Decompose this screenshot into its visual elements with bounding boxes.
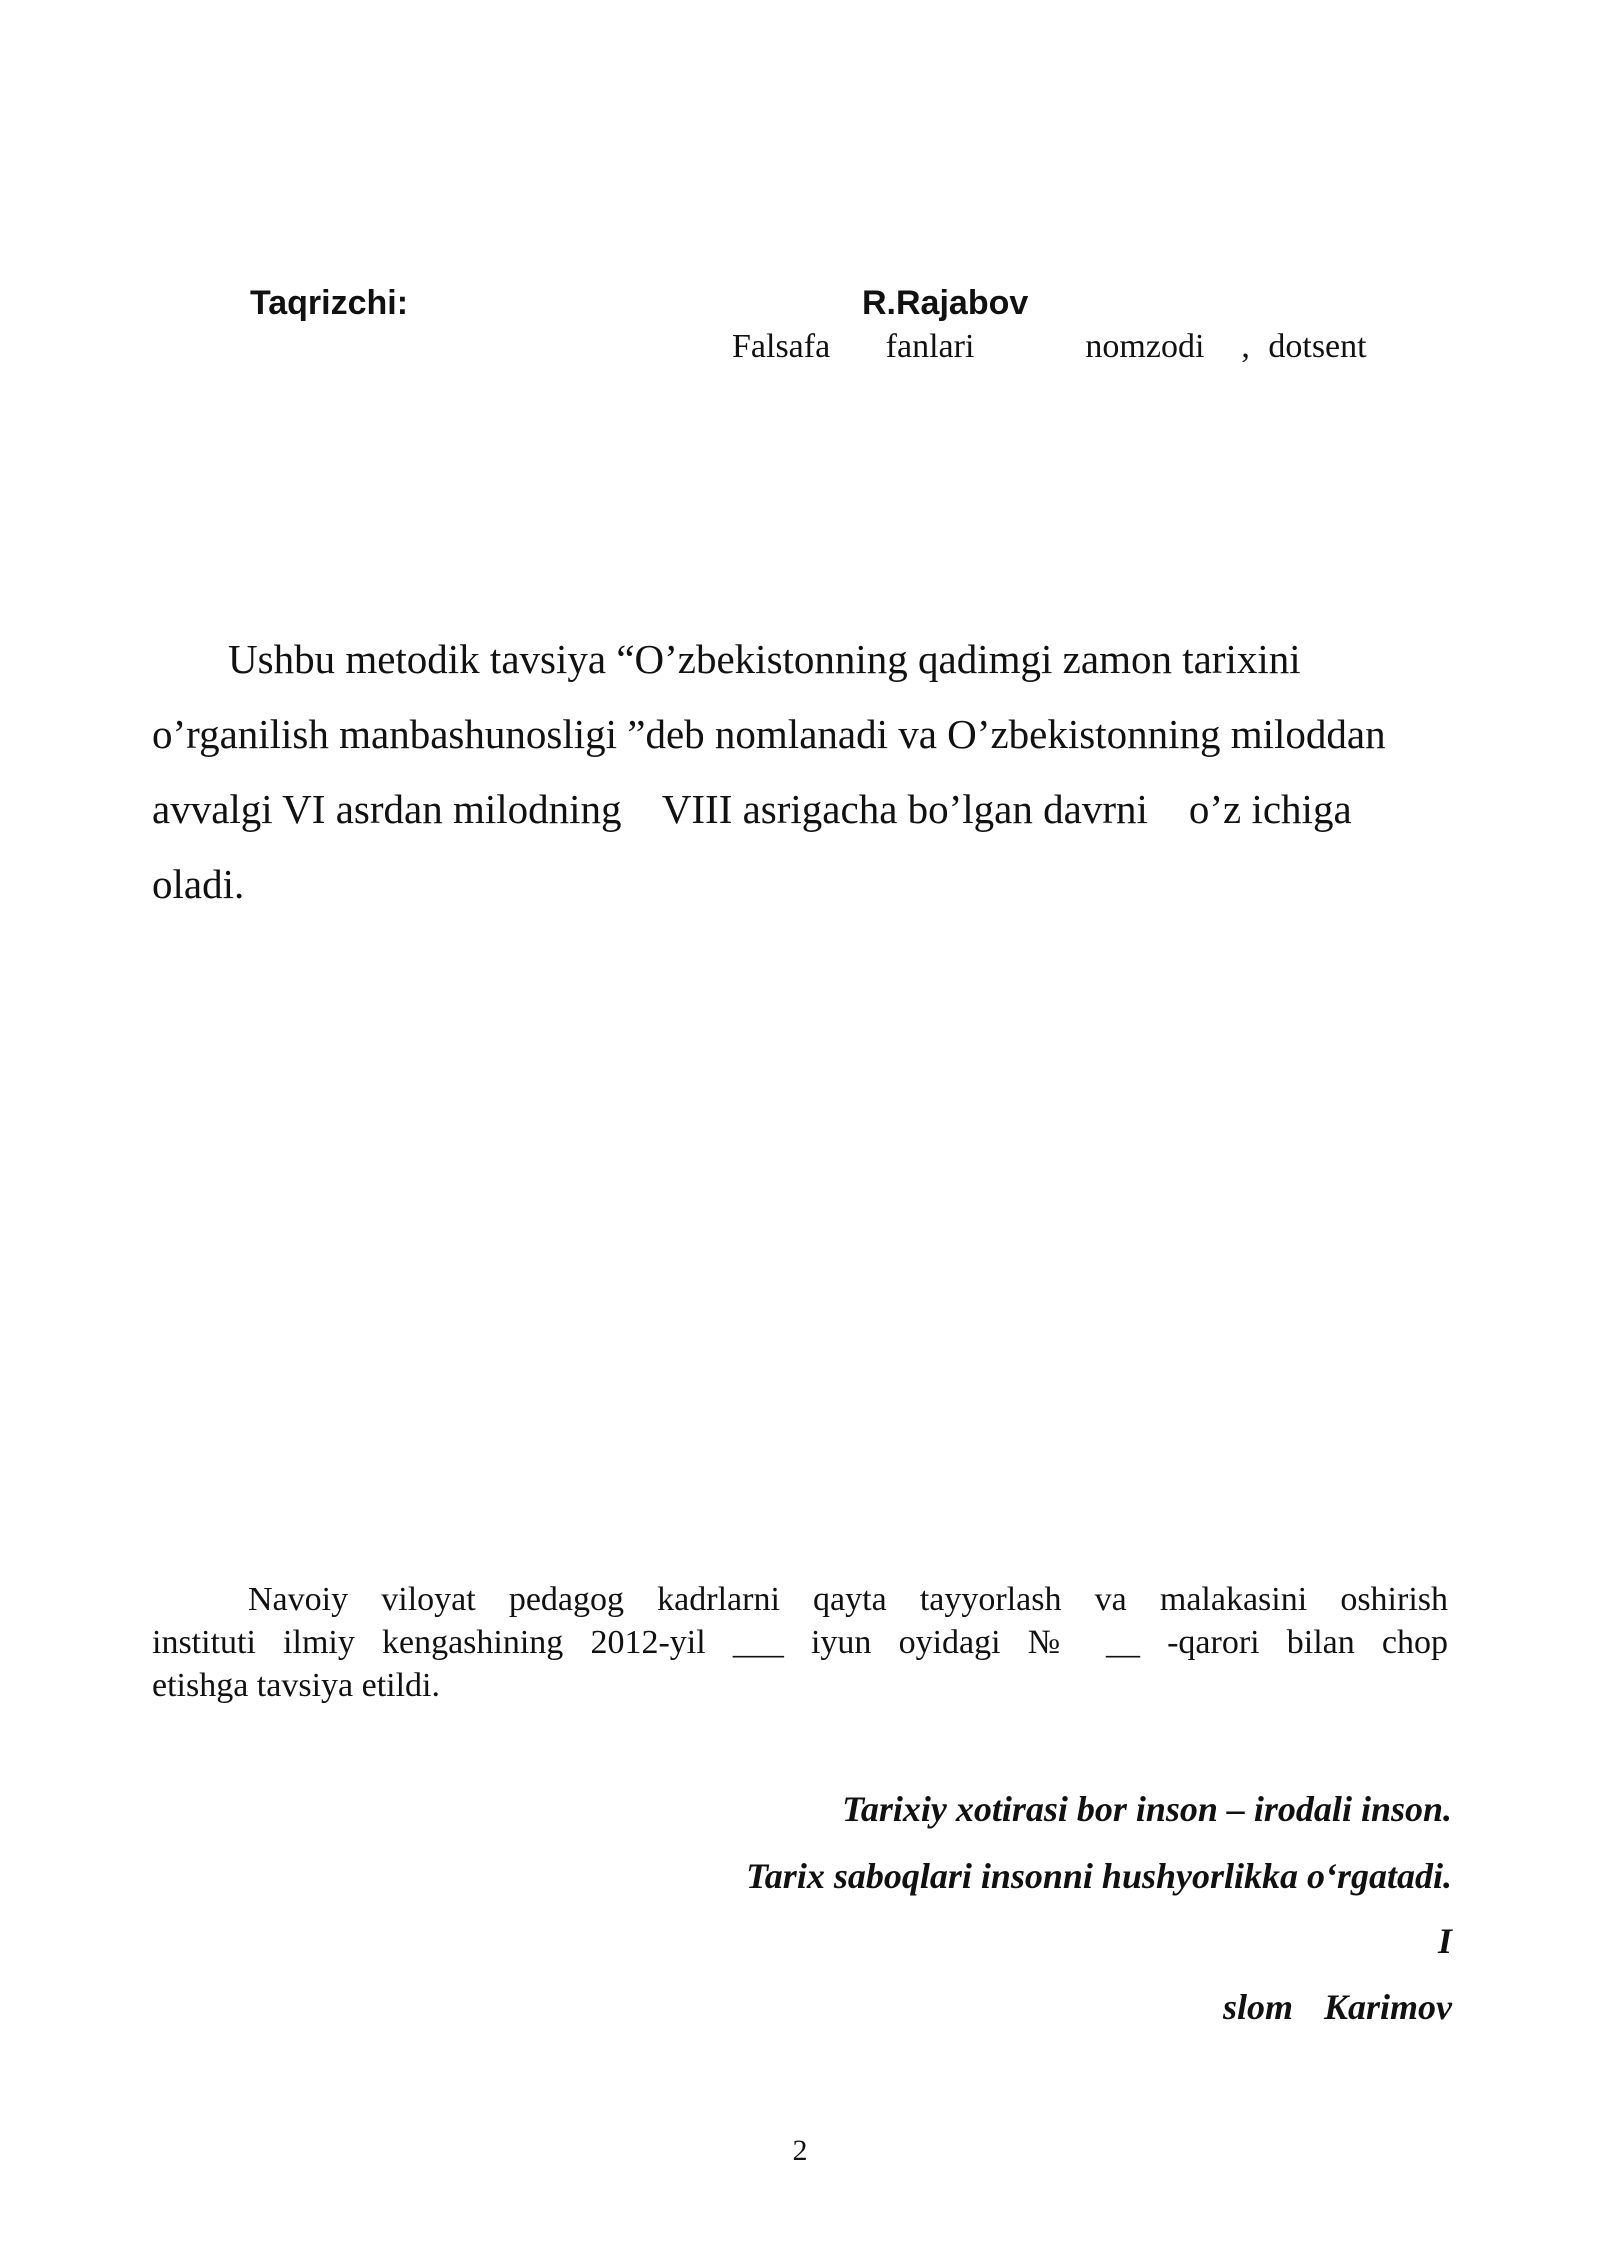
main-paragraph-line: o’rganilish manbashunosligi ”deb nomlanadi va O’zbekistonning miloddan [152, 711, 1386, 757]
epigraph-author: slom Karimov [1222, 1987, 1452, 2027]
reviewer-label: Taqrizchi: [250, 284, 409, 322]
main-paragraph-line: Ushbu metodik tavsiya “O’zbekistonning qadimgi zamon tarixini [228, 636, 1301, 682]
epigraph-line: Tarix saboqlari insonni hushyorlikka o‘rgatadi. [746, 1856, 1452, 1896]
main-paragraph [152, 622, 1452, 922]
epigraph-line: Tarixiy xotirasi bor inson – irodali inson. [842, 1789, 1452, 1829]
main-paragraph-line: oladi. [152, 861, 245, 907]
page-number: 2 [792, 2134, 808, 2167]
epigraph-line: I [1437, 1921, 1452, 1961]
reviewer-name: R.Rajabov [862, 284, 1029, 322]
recommendation-paragraph [152, 1578, 1448, 1707]
recommendation-line: etishga tavsiya etildi. [152, 1667, 440, 1704]
reviewer-title: Falsafa fanlari nomzodi , dotsent [732, 328, 1367, 365]
main-paragraph-line: avvalgi VI asrdan milodning VIII asrigacha bo’lgan davrni o’z ichiga [152, 786, 1352, 832]
recommendation-line: instituti ilmiy kengashining 2012-yil ___ iyun oyidagi № __ -qarori bilan chop [152, 1624, 1448, 1661]
recommendation-line: Navoiy viloyat pedagog kadrlarni qayta tayyorlash va malakasini oshirish [248, 1581, 1448, 1618]
